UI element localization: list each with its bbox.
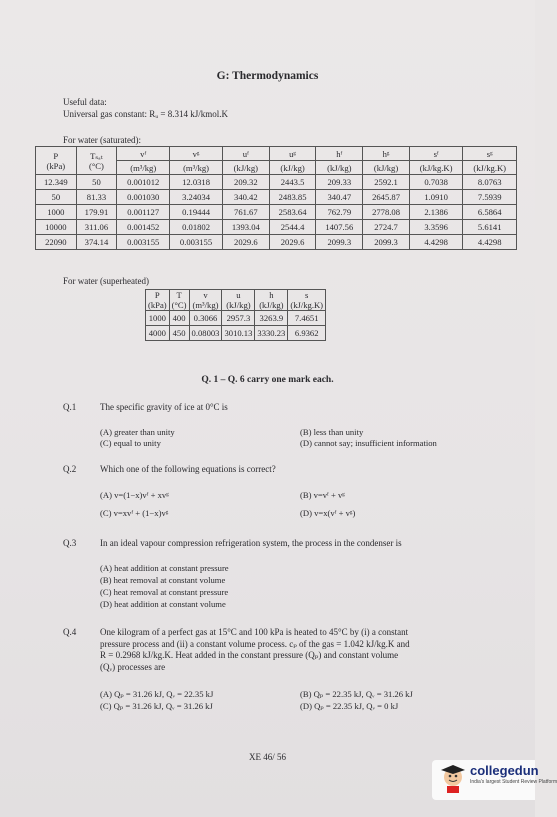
option-d[interactable]: (D) v=x(vᶠ + vᵍ) bbox=[300, 508, 356, 518]
table-cell: 0.003155 bbox=[117, 235, 170, 250]
question-text bbox=[100, 627, 410, 673]
table-cell: 2099.3 bbox=[316, 235, 363, 250]
gas-constant-text: Universal gas constant: Rᵤ = 8.314 kJ/kmol.K bbox=[63, 109, 229, 119]
table-cell: 3263.9 bbox=[255, 311, 288, 326]
table-cell: 12.349 bbox=[36, 175, 77, 190]
question-text: Which one of the following equations is correct? bbox=[100, 464, 276, 474]
table-cell: 22090 bbox=[36, 235, 77, 250]
table-row bbox=[36, 235, 517, 250]
table-cell: 209.32 bbox=[222, 175, 269, 190]
table-cell: 0.003155 bbox=[170, 235, 223, 250]
table-cell: 0.7038 bbox=[409, 175, 463, 190]
unit-cell: (m³/kg) bbox=[170, 161, 223, 175]
table-cell: 1407.56 bbox=[316, 220, 363, 235]
option-c[interactable]: (C) heat removal at constant pressure bbox=[100, 587, 229, 597]
table-cell: 2029.6 bbox=[222, 235, 269, 250]
table-cell: 0.001452 bbox=[117, 220, 170, 235]
header-cell: sᵍ bbox=[463, 147, 517, 161]
question-line: R = 0.2968 kJ/kg.K. Heat added in the constant pressure (Qₚ) and constant volume bbox=[100, 650, 399, 660]
table-cell: 0.001030 bbox=[117, 190, 170, 205]
table-cell: 2443.5 bbox=[269, 175, 316, 190]
table-cell: 81.33 bbox=[76, 190, 117, 205]
header-cell: hᶠ bbox=[316, 147, 363, 161]
option-a[interactable]: (A) greater than unity bbox=[100, 427, 175, 437]
header-cell: uᶠ bbox=[222, 147, 269, 161]
table-cell: 0.001012 bbox=[117, 175, 170, 190]
table-cell: 0.3066 bbox=[189, 311, 222, 326]
table-cell: 179.91 bbox=[76, 205, 117, 220]
table-cell: 374.14 bbox=[76, 235, 117, 250]
table-cell: 50 bbox=[36, 190, 77, 205]
table-cell: 2.1386 bbox=[409, 205, 463, 220]
table-cell: 2029.6 bbox=[269, 235, 316, 250]
table-cell: 4.4298 bbox=[463, 235, 517, 250]
table-cell: 340.47 bbox=[316, 190, 363, 205]
table-cell: 0.08003 bbox=[189, 326, 222, 341]
header-cell: hᵍ bbox=[363, 147, 410, 161]
table-cell: 2583.64 bbox=[269, 205, 316, 220]
option-c[interactable]: (C) equal to unity bbox=[100, 438, 161, 448]
option-b[interactable]: (B) Qₚ = 22.35 kJ, Qᵥ = 31.26 kJ bbox=[300, 689, 413, 699]
section-title: G: Thermodynamics bbox=[216, 70, 319, 82]
option-b[interactable]: (B) v=vᶠ + vᵍ bbox=[300, 490, 345, 500]
question-text: The specific gravity of ice at 0°C is bbox=[100, 402, 228, 412]
option-d[interactable]: (D) Qₚ = 22.35 kJ, Qᵥ = 0 kJ bbox=[300, 701, 399, 711]
table-cell: 12.0318 bbox=[170, 175, 223, 190]
table-cell: 0.001127 bbox=[117, 205, 170, 220]
superheated-table bbox=[145, 289, 326, 341]
table-cell: 6.9362 bbox=[288, 326, 326, 341]
question-number: Q.1 bbox=[63, 402, 77, 412]
table-cell: 450 bbox=[169, 326, 189, 341]
superheated-label: For water (superheated) bbox=[63, 276, 149, 286]
table-cell: 8.0763 bbox=[463, 175, 517, 190]
table-cell: 209.33 bbox=[316, 175, 363, 190]
option-d[interactable]: (D) cannot say; insufficient information bbox=[300, 438, 437, 448]
table-cell: 761.67 bbox=[222, 205, 269, 220]
table-cell: 400 bbox=[169, 311, 189, 326]
header-cell: s (kJ/kg.K) bbox=[288, 290, 326, 311]
table-cell: 340.42 bbox=[222, 190, 269, 205]
table-row bbox=[36, 220, 517, 235]
table-cell: 10000 bbox=[36, 220, 77, 235]
table-cell: 2645.87 bbox=[363, 190, 410, 205]
header-cell: u (kJ/kg) bbox=[222, 290, 255, 311]
table-row bbox=[36, 175, 517, 190]
table-cell: 1000 bbox=[146, 311, 170, 326]
table-cell: 2592.1 bbox=[363, 175, 410, 190]
question-line: pressure process and (ii) a constant volume process. cₚ of the gas = 1.042 kJ/kg.K and bbox=[100, 638, 410, 649]
table-cell: 3.24034 bbox=[170, 190, 223, 205]
option-b[interactable]: (B) less than unity bbox=[300, 427, 364, 437]
table-row bbox=[36, 190, 517, 205]
question-number: Q.2 bbox=[63, 464, 77, 474]
saturated-label: For water (saturated): bbox=[63, 135, 141, 145]
option-c[interactable]: (C) v=xvᶠ + (1−x)vᵍ bbox=[100, 508, 169, 518]
header-cell: vᵍ bbox=[170, 147, 223, 161]
table-cell: 2544.4 bbox=[269, 220, 316, 235]
table-cell: 3010.13 bbox=[222, 326, 255, 341]
question-text: In an ideal vapour compression refrigeration system, the process in the condenser is bbox=[100, 538, 402, 548]
table-cell: 0.19444 bbox=[170, 205, 223, 220]
question-line: (Qᵥ) processes are bbox=[100, 661, 166, 672]
table-cell: 1.0910 bbox=[409, 190, 463, 205]
marks-note: Q. 1 – Q. 6 carry one mark each. bbox=[201, 375, 334, 385]
table-cell: 4000 bbox=[146, 326, 170, 341]
unit-cell: (kJ/kg) bbox=[316, 161, 363, 175]
table-row bbox=[146, 311, 326, 326]
useful-data-label: Useful data: bbox=[63, 97, 107, 107]
table-cell: 6.5864 bbox=[463, 205, 517, 220]
table-header-row bbox=[36, 147, 517, 161]
table-cell: 7.4651 bbox=[288, 311, 326, 326]
header-cell: h (kJ/kg) bbox=[255, 290, 288, 311]
header-cell: vᶠ bbox=[117, 147, 170, 161]
option-a[interactable]: (A) heat addition at constant pressure bbox=[100, 563, 229, 573]
table-cell: 2778.08 bbox=[363, 205, 410, 220]
table-row bbox=[146, 326, 326, 341]
unit-cell: (kJ/kg) bbox=[222, 161, 269, 175]
table-cell: 2957.3 bbox=[222, 311, 255, 326]
table-cell: 311.06 bbox=[76, 220, 117, 235]
table-cell: 4.4298 bbox=[409, 235, 463, 250]
table-cell: 3.3596 bbox=[409, 220, 463, 235]
unit-cell: (kJ/kg.K) bbox=[463, 161, 517, 175]
option-d[interactable]: (D) heat addition at constant volume bbox=[100, 599, 226, 609]
table-cell: 762.79 bbox=[316, 205, 363, 220]
option-a[interactable]: (A) v=(1−x)vᶠ + xvᵍ bbox=[100, 490, 169, 500]
logo-tagline: India's largest Student Review Platform bbox=[470, 779, 557, 785]
header-cell: v (m³/kg) bbox=[189, 290, 222, 311]
saturated-table bbox=[35, 146, 517, 250]
logo-text: collegedun bbox=[470, 763, 539, 778]
table-cell: 5.6141 bbox=[463, 220, 517, 235]
option-b[interactable]: (B) heat removal at constant volume bbox=[100, 575, 226, 585]
header-cell: Tₛₐₜ (°C) bbox=[76, 147, 117, 175]
header-cell: sᶠ bbox=[409, 147, 463, 161]
unit-cell: (kJ/kg.K) bbox=[409, 161, 463, 175]
unit-cell: (kJ/kg) bbox=[269, 161, 316, 175]
question-number: Q.4 bbox=[63, 627, 77, 637]
unit-cell: (m³/kg) bbox=[117, 161, 170, 175]
table-cell: 2483.85 bbox=[269, 190, 316, 205]
unit-cell: (kJ/kg) bbox=[363, 161, 410, 175]
page-number: XE 46/ 56 bbox=[249, 752, 286, 762]
table-row bbox=[36, 205, 517, 220]
graduate-avatar-icon bbox=[438, 765, 468, 793]
table-cell: 2724.7 bbox=[363, 220, 410, 235]
table-header-row bbox=[146, 290, 326, 311]
header-cell: P (kPa) bbox=[36, 147, 77, 175]
option-a[interactable]: (A) Qₚ = 31.26 kJ, Qᵥ = 22.35 kJ bbox=[100, 689, 214, 699]
header-cell: P (kPa) bbox=[146, 290, 170, 311]
table-cell: 2099.3 bbox=[363, 235, 410, 250]
header-cell: uᵍ bbox=[269, 147, 316, 161]
table-cell: 1000 bbox=[36, 205, 77, 220]
table-cell: 7.5939 bbox=[463, 190, 517, 205]
question-number: Q.3 bbox=[63, 538, 77, 548]
table-cell: 1393.04 bbox=[222, 220, 269, 235]
header-cell: T (°C) bbox=[169, 290, 189, 311]
option-c[interactable]: (C) Qₚ = 31.26 kJ, Qᵥ = 31.26 kJ bbox=[100, 701, 213, 711]
table-cell: 3330.23 bbox=[255, 326, 288, 341]
table-cell: 50 bbox=[76, 175, 117, 190]
table-cell: 0.01802 bbox=[170, 220, 223, 235]
question-line: One kilogram of a perfect gas at 15°C and 100 kPa is heated to 45°C by (i) a constant bbox=[100, 627, 409, 637]
